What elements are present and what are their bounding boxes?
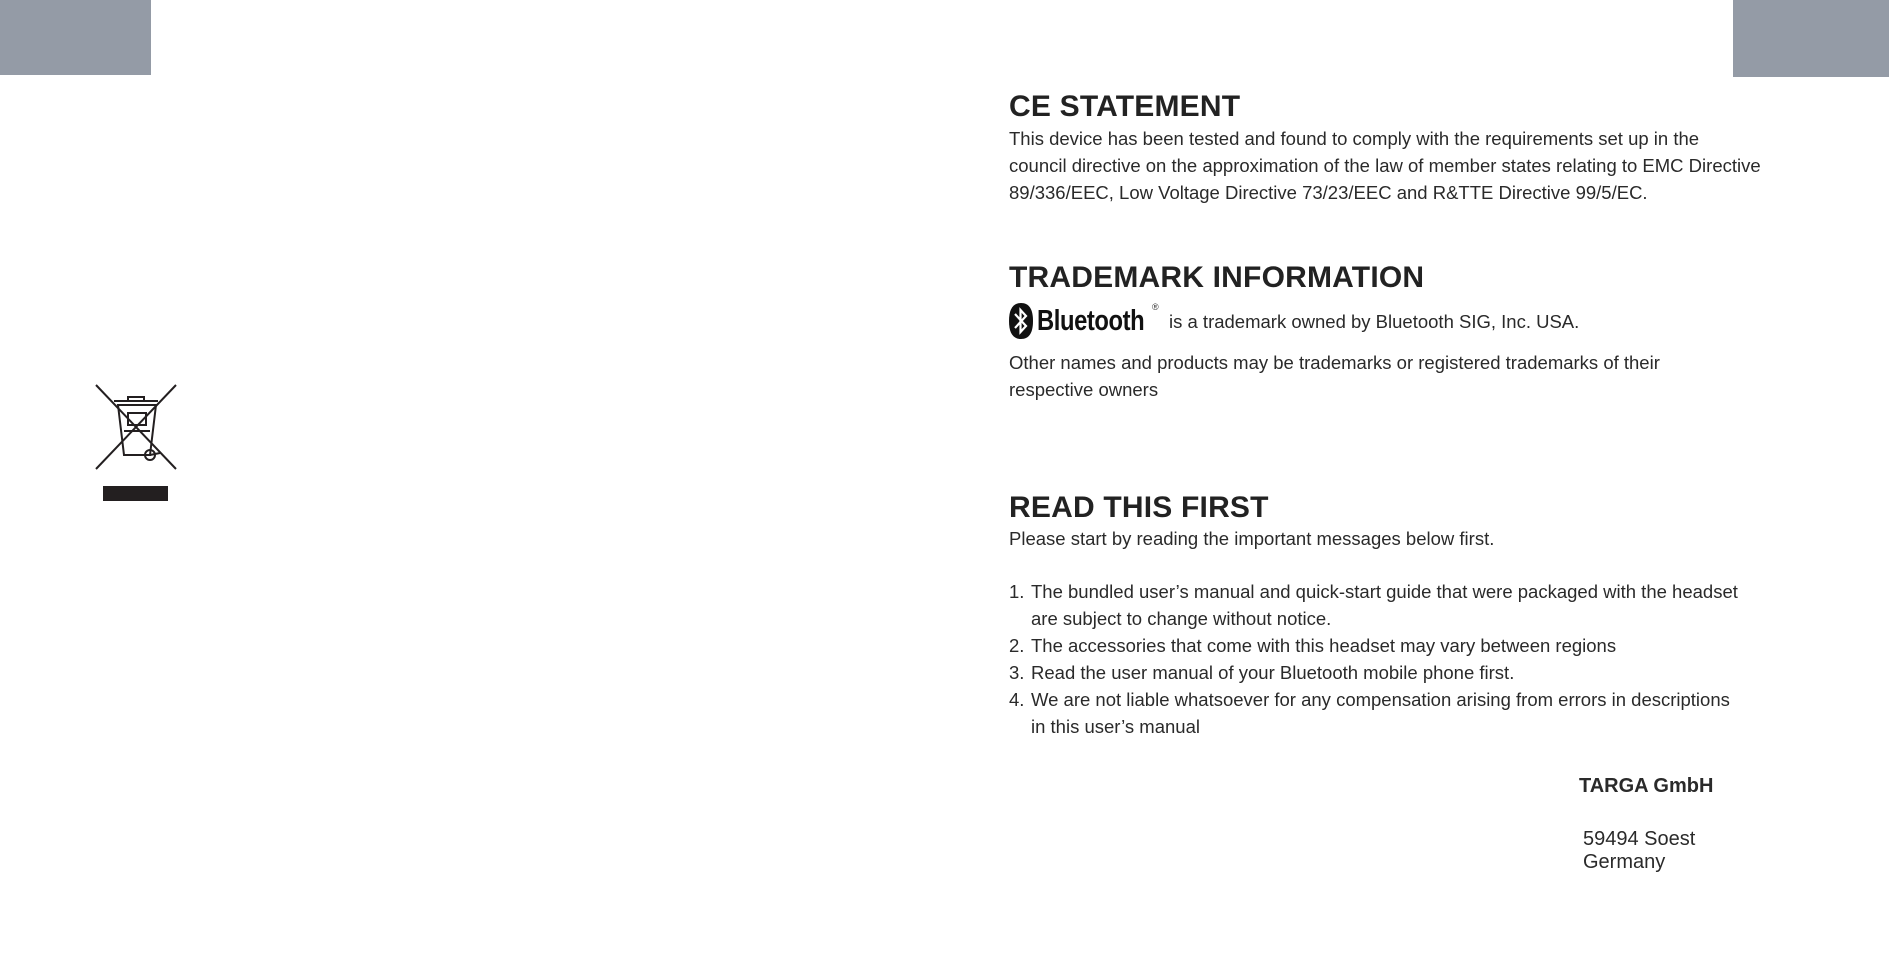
bluetooth-rune-icon xyxy=(1009,303,1033,339)
bluetooth-wordmark: Bluetooth xyxy=(1037,304,1145,337)
crossed-out-wheelie-bin-icon xyxy=(94,383,178,471)
list-item xyxy=(1009,632,1738,659)
list-item-continuation xyxy=(1009,605,1738,632)
company-country: Germany xyxy=(1583,851,1666,873)
ce-statement-line-1: This device has been tested and found to comply with the requirements set up in the xyxy=(1009,128,1700,149)
read-this-first-intro: Please start by reading the important messages below first. xyxy=(1009,528,1495,549)
corner-tab-left xyxy=(0,0,151,75)
bluetooth-logo xyxy=(1009,302,1168,340)
list-item-number: 1. xyxy=(1009,581,1025,602)
company-name: TARGA GmbH xyxy=(1579,775,1714,797)
ce-statement-heading: CE STATEMENT xyxy=(1009,90,1241,123)
corner-tab-right xyxy=(1733,0,1889,77)
ce-statement-line-3: 89/336/EEC, Low Voltage Directive 73/23/EEC and R&TTE Directive 99/5/EC. xyxy=(1009,182,1648,203)
list-item-line: The accessories that come with this headset may vary between regions xyxy=(1031,635,1617,656)
list-item-number: 4. xyxy=(1009,689,1025,710)
bluetooth-trademark-text: is a trademark owned by Bluetooth SIG, Inc. USA. xyxy=(1169,311,1580,332)
list-item-number: 3. xyxy=(1009,662,1025,683)
list-item xyxy=(1009,686,1738,713)
read-this-first-heading: READ THIS FIRST xyxy=(1009,491,1269,524)
list-item-line: in this user’s manual xyxy=(1031,716,1200,737)
trademark-heading: TRADEMARK INFORMATION xyxy=(1009,261,1425,294)
list-item-line: The bundled user’s manual and quick-start guide that were packaged with the headset xyxy=(1031,581,1738,602)
trademark-line-2: respective owners xyxy=(1009,379,1159,400)
trademark-line-1: Other names and products may be trademarks or registered trademarks of their xyxy=(1009,352,1660,373)
list-item-continuation xyxy=(1009,713,1738,740)
list-item xyxy=(1009,578,1738,605)
list-item-number: 2. xyxy=(1009,635,1025,656)
list-item xyxy=(1009,659,1738,686)
weee-date-bar xyxy=(103,486,168,501)
list-item-line: We are not liable whatsoever for any compensation arising from errors in descriptions xyxy=(1031,689,1730,710)
company-city: 59494 Soest xyxy=(1583,828,1696,850)
list-item-line: Read the user manual of your Bluetooth mobile phone first. xyxy=(1031,662,1515,683)
registered-mark: ® xyxy=(1152,302,1159,312)
ce-statement-line-2: council directive on the approximation of the law of member states relating to EMC Directive xyxy=(1009,155,1761,176)
read-first-list xyxy=(1009,578,1738,740)
list-item-line: are subject to change without notice. xyxy=(1031,608,1332,629)
